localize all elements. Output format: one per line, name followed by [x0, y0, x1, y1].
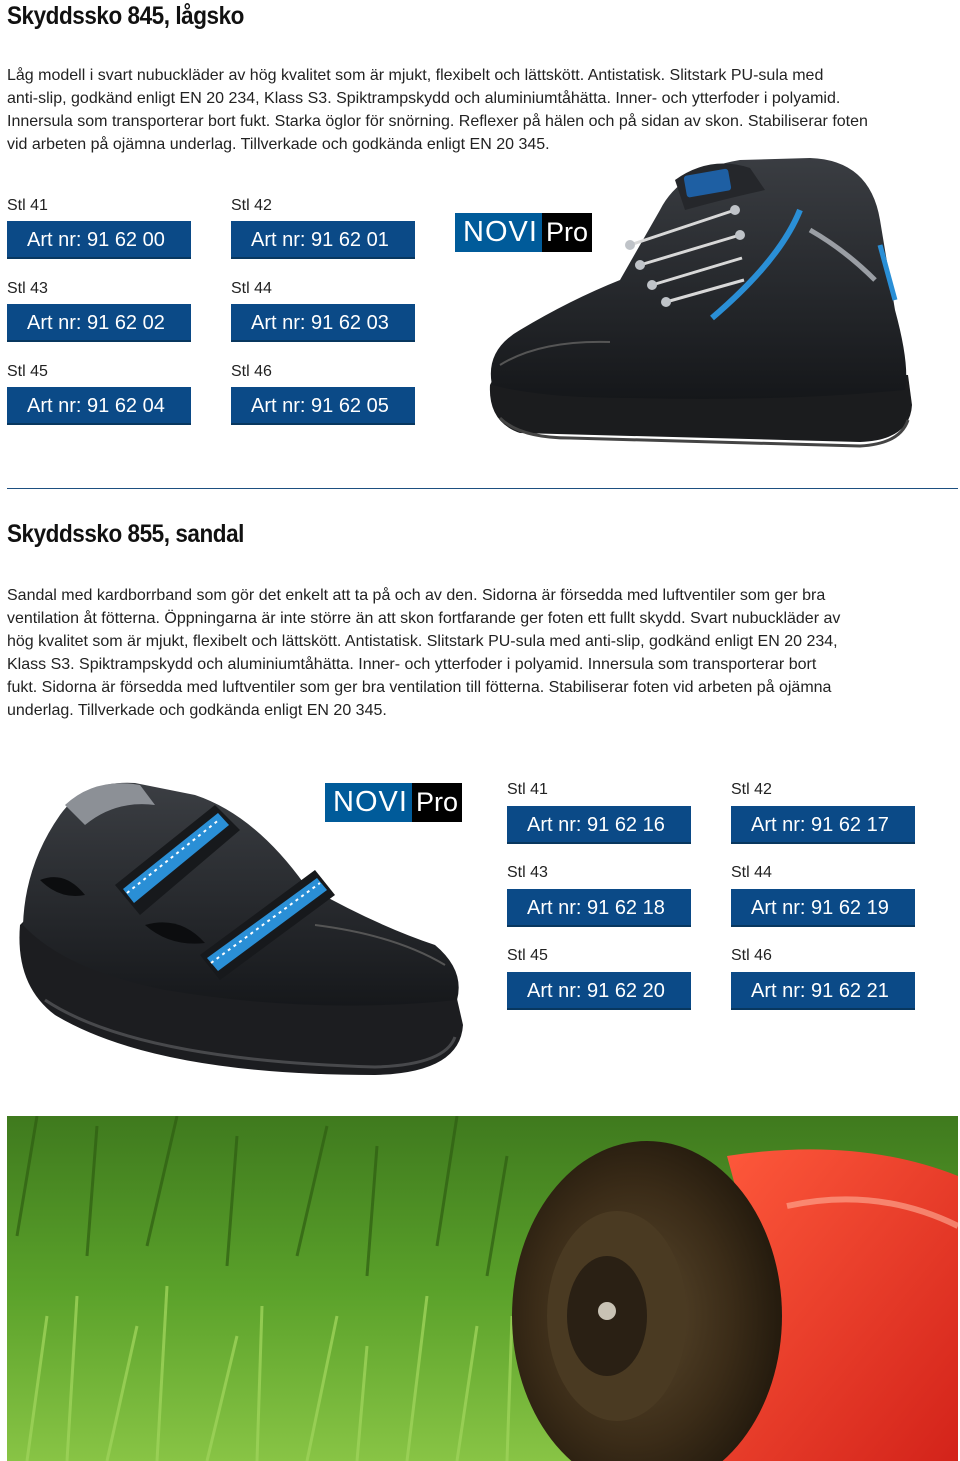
size-label: Stl 43: [7, 280, 48, 297]
article-number-badge: Art nr: 91 62 20: [507, 972, 691, 1010]
size-label: Stl 41: [7, 197, 48, 214]
size-label: Stl 44: [731, 864, 772, 881]
size-label: Stl 44: [231, 280, 272, 297]
description-line: fukt. Sidorna är försedda med luftventiler som ger bra ventilation till fötterna. Stabiliserar foten vid arbeten på ojämna: [7, 679, 832, 696]
section2-description: [7, 584, 952, 722]
section1-title: Skyddssko 845, lågsko: [7, 2, 244, 30]
logo-pro-text: Pro: [412, 783, 462, 822]
article-number-badge: Art nr: 91 62 03: [231, 304, 415, 342]
article-number-badge: Art nr: 91 62 19: [731, 889, 915, 927]
low-shoe-image: [480, 150, 920, 455]
article-number-badge: Art nr: 91 62 21: [731, 972, 915, 1010]
description-line: underlag. Tillverkade och godkända enligt EN 20 345.: [7, 702, 387, 719]
size-label: Stl 42: [731, 781, 772, 798]
logo-novi-text: NOVI: [463, 216, 538, 248]
size-label: Stl 42: [231, 197, 272, 214]
article-number-badge: Art nr: 91 62 05: [231, 387, 415, 425]
sandal-image: [15, 775, 470, 1095]
description-line: anti-slip, godkänd enligt EN 20 234, Klass S3. Spiktrampskydd och aluminiumtåhätta. Inner- och ytterfoder i polyamid.: [7, 90, 841, 107]
novipro-logo: [325, 783, 462, 822]
size-label: Stl 46: [231, 363, 272, 380]
size-label: Stl 43: [507, 864, 548, 881]
description-line: Innersula som transporterar bort fukt. Starka öglor för snörning. Reflexer på hälen och på sidan av skon. Stabiliserar foten: [7, 113, 868, 130]
logo-novi-text: NOVI: [333, 786, 408, 818]
section-divider: [7, 488, 958, 489]
description-line: vid arbeten på ojämna underlag. Tillverkade och godkända enligt EN 20 345.: [7, 136, 550, 153]
description-line: Klass S3. Spiktrampskydd och aluminiumtåhätta. Inner- och ytterfoder i polyamid. Innersula som transporterar bort: [7, 656, 817, 673]
description-line: ventilation åt fötterna. Öppningarna är inte större än att skon fortfarande ger foten ett fullt skydd. Svart nubuckläder av: [7, 610, 841, 627]
description-line: hög kvalitet som är mjukt, flexibelt och lättskött. Antistatisk. Slitstark PU-sula med anti-slip, godkänd enligt EN 20 234,: [7, 633, 838, 650]
article-number-badge: Art nr: 91 62 16: [507, 806, 691, 844]
size-label: Stl 45: [507, 947, 548, 964]
size-label: Stl 45: [7, 363, 48, 380]
section2-title: Skyddssko 855, sandal: [7, 520, 244, 548]
logo-pro-text: Pro: [542, 213, 592, 252]
size-label: Stl 46: [731, 947, 772, 964]
article-number-badge: Art nr: 91 62 18: [507, 889, 691, 927]
description-line: Sandal med kardborrband som gör det enkelt att ta på och av den. Sidorna är försedda med luftventiler som ger bra: [7, 587, 826, 604]
section1-description: [7, 64, 952, 156]
article-number-badge: Art nr: 91 62 02: [7, 304, 191, 342]
size-label: Stl 41: [507, 781, 548, 798]
description-line: Låg modell i svart nubuckläder av hög kvalitet som är mjukt, flexibelt och lättskött. Antistatisk. Slitstark PU-sula med: [7, 67, 824, 84]
article-number-badge: Art nr: 91 62 00: [7, 221, 191, 259]
article-number-badge: Art nr: 91 62 04: [7, 387, 191, 425]
article-number-badge: Art nr: 91 62 01: [231, 221, 415, 259]
article-number-badge: Art nr: 91 62 17: [731, 806, 915, 844]
lawnmower-photo: [7, 1116, 958, 1461]
